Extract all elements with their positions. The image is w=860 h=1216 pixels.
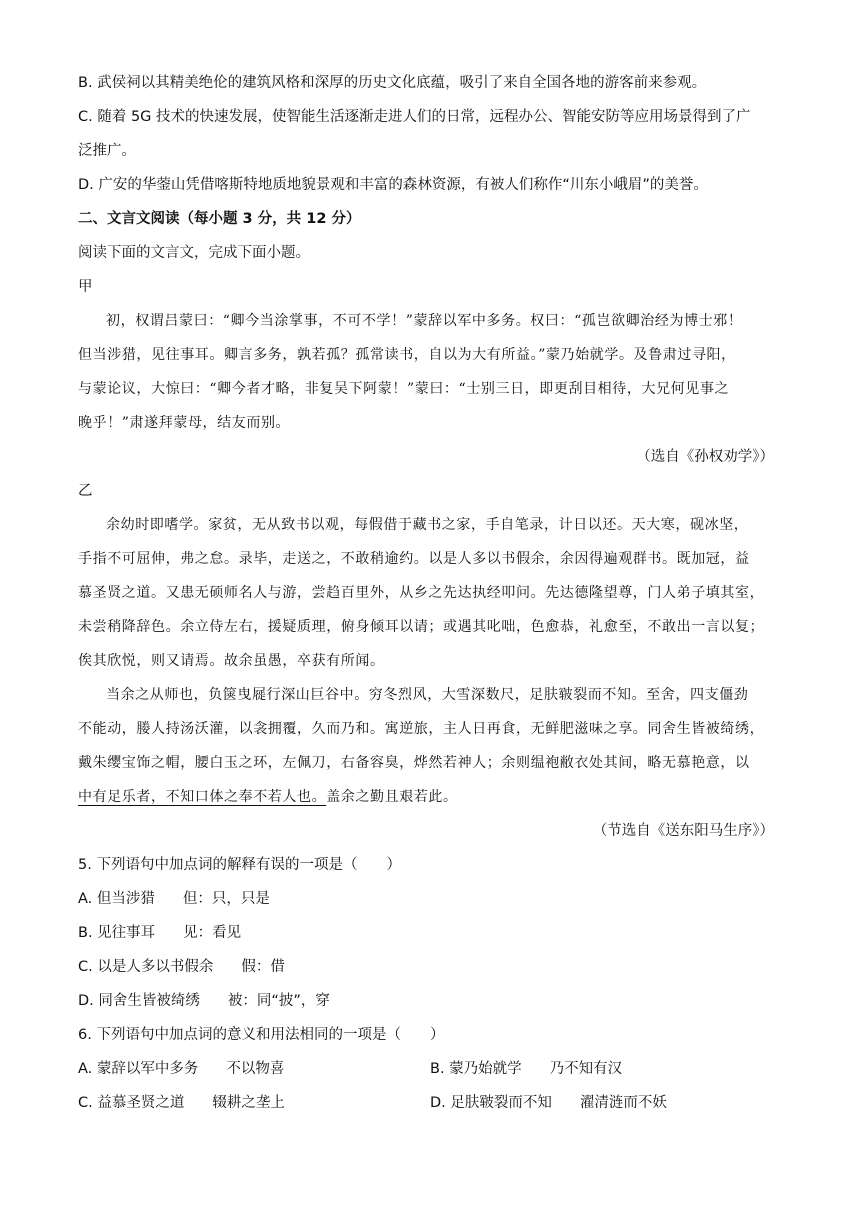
passage-yi-line: 手指不可屈伸，弗之怠。录毕，走送之，不敢稍逾约。以是人多以书假余，余因得遍观群书。既加冠，益 xyxy=(78,551,750,567)
q5-option-a xyxy=(78,888,270,910)
passage-jia-line: 与蒙论议，大惊曰：“卿今者才略，非复吴下阿蒙！”蒙曰：“士别三日，即更刮目相待，大兄何见事之 xyxy=(78,381,730,397)
q5-option-c-gloss: 假：借 xyxy=(241,959,285,975)
q6-option-b-pair: 乃不知有汉 xyxy=(549,1061,623,1077)
option-c-prev-line2: 泛推广。 xyxy=(78,143,136,159)
q5-option-d xyxy=(78,990,330,1012)
q6-option-d-pair: 濯清涟而不妖 xyxy=(579,1095,667,1111)
q5-option-a-gloss: 但：只，只是 xyxy=(182,891,270,907)
q5-option-c xyxy=(78,956,285,978)
passage-yi-line: 不能动，媵人持汤沃灌，以衾拥覆，久而乃和。寓逆旅，主人日再食，无鲜肥滋味之享。同舍生皆被绮绣， xyxy=(78,721,765,737)
q5-option-d-text: D. 同舍生皆被绮绣 xyxy=(78,993,200,1009)
passage-yi-source: （节选自《送东阳马生序》） xyxy=(592,823,774,839)
passage-yi-line: 当余之从师也，负箧曳屣行深山巨谷中。穷冬烈风，大雪深数尺，足肤皲裂而不知。至舍，四支僵劲 xyxy=(106,687,749,703)
q5-option-a-text: A. 但当涉猎 xyxy=(78,891,155,907)
passage-jia-source: （选自《孙权劝学》） xyxy=(636,449,774,465)
passage-yi-line: 未尝稍降辞色。余立侍左右，援疑质理，俯身倾耳以请；或遇其叱咄，色愈恭，礼愈至，不敢出一言以复； xyxy=(78,619,765,635)
passage-yi-line-tail: 盖余之勤且艰若此。 xyxy=(326,789,458,805)
q5-option-b-gloss: 见：看见 xyxy=(183,925,242,941)
q6-option-c-text: C. 益慕圣贤之道 xyxy=(78,1095,185,1111)
option-b-prev: B. 武侯祠以其精美绝伦的建筑风格和深厚的历史文化底蕴，吸引了来自全国各地的游客前来参观。 xyxy=(78,75,707,91)
q6-option-a-text: A. 蒙辞以军中多务 xyxy=(78,1061,199,1077)
q6-option-c-pair: 辍耕之垄上 xyxy=(212,1095,285,1111)
question-6-stem: 6. 下列语句中加点词的意义和用法相同的一项是（ ） xyxy=(78,1027,445,1043)
underlined-sentence: 中有足乐者，不知口体之奉不若人也。 xyxy=(78,789,327,805)
q6-option-d xyxy=(430,1092,667,1114)
q5-option-c-text: C. 以是人多以书假余 xyxy=(78,959,214,975)
passage-yi-line: 余幼时即嗜学。家贫，无从致书以观，每假借于藏书之家，手自笔录，计日以还。天大寒，砚冰坚， xyxy=(106,517,749,533)
option-d-prev: D. 广安的华蓥山凭借喀斯特地质地貌景观和丰富的森林资源，有被人们称作“川东小峨眉”的美誉。 xyxy=(78,177,708,193)
section-instruction: 阅读下面的文言文，完成下面小题。 xyxy=(78,245,310,261)
question-5-stem: 5. 下列语句中加点词的解释有误的一项是（ ） xyxy=(78,857,401,873)
passage-yi-line: 戴朱缨宝饰之帽，腰白玉之环，左佩刀，右备容臭，烨然若神人；余则缊袍敝衣处其间，略无慕艳意，以 xyxy=(78,755,750,771)
passage-yi-line: 俟其欣悦，则又请焉。故余虽愚，卒获有所闻。 xyxy=(78,653,385,669)
q6-option-a xyxy=(78,1058,284,1080)
q6-option-c xyxy=(78,1092,285,1114)
passage-jia-line: 初，权谓吕蒙曰：“卿今当涂掌事，不可不学！”蒙辞以军中多务。权曰：“孤岂欲卿治经为博士邪！ xyxy=(106,313,743,329)
q6-option-d-text: D. 足肤皲裂而不知 xyxy=(430,1095,552,1111)
q5-option-b-text: B. 见往事耳 xyxy=(78,925,156,941)
passage-jia-label: 甲 xyxy=(78,279,93,295)
passage-jia-line: 但当涉猎，见往事耳。卿言多务，孰若孤？孤常读书，自以为大有所益。”蒙乃始就学。及鲁肃过寻阳， xyxy=(78,347,736,363)
q5-option-d-gloss: 被：同“披”，穿 xyxy=(227,993,330,1009)
option-c-prev-line1: C. 随着 5G 技术的快速发展，使智能生活逐渐走进人们的日常，远程办公、智能安防等应用场景得到了广 xyxy=(78,109,751,125)
passage-jia-line: 晚乎！”肃遂拜蒙母，结友而别。 xyxy=(78,415,291,431)
passage-yi-label: 乙 xyxy=(78,483,93,499)
q5-option-b xyxy=(78,922,241,944)
passage-yi-line-last xyxy=(78,786,458,808)
section-heading: 二、文言文阅读（每小题 3 分，共 12 分） xyxy=(78,211,361,227)
passage-yi-line: 慕圣贤之道。又患无硕师名人与游，尝趋百里外，从乡之先达执经叩问。先达德隆望尊，门人弟子填其室， xyxy=(78,585,765,601)
q6-option-b xyxy=(430,1058,622,1080)
q6-option-b-text: B. 蒙乃始就学 xyxy=(430,1061,522,1077)
q6-option-a-pair: 不以物喜 xyxy=(226,1061,285,1077)
